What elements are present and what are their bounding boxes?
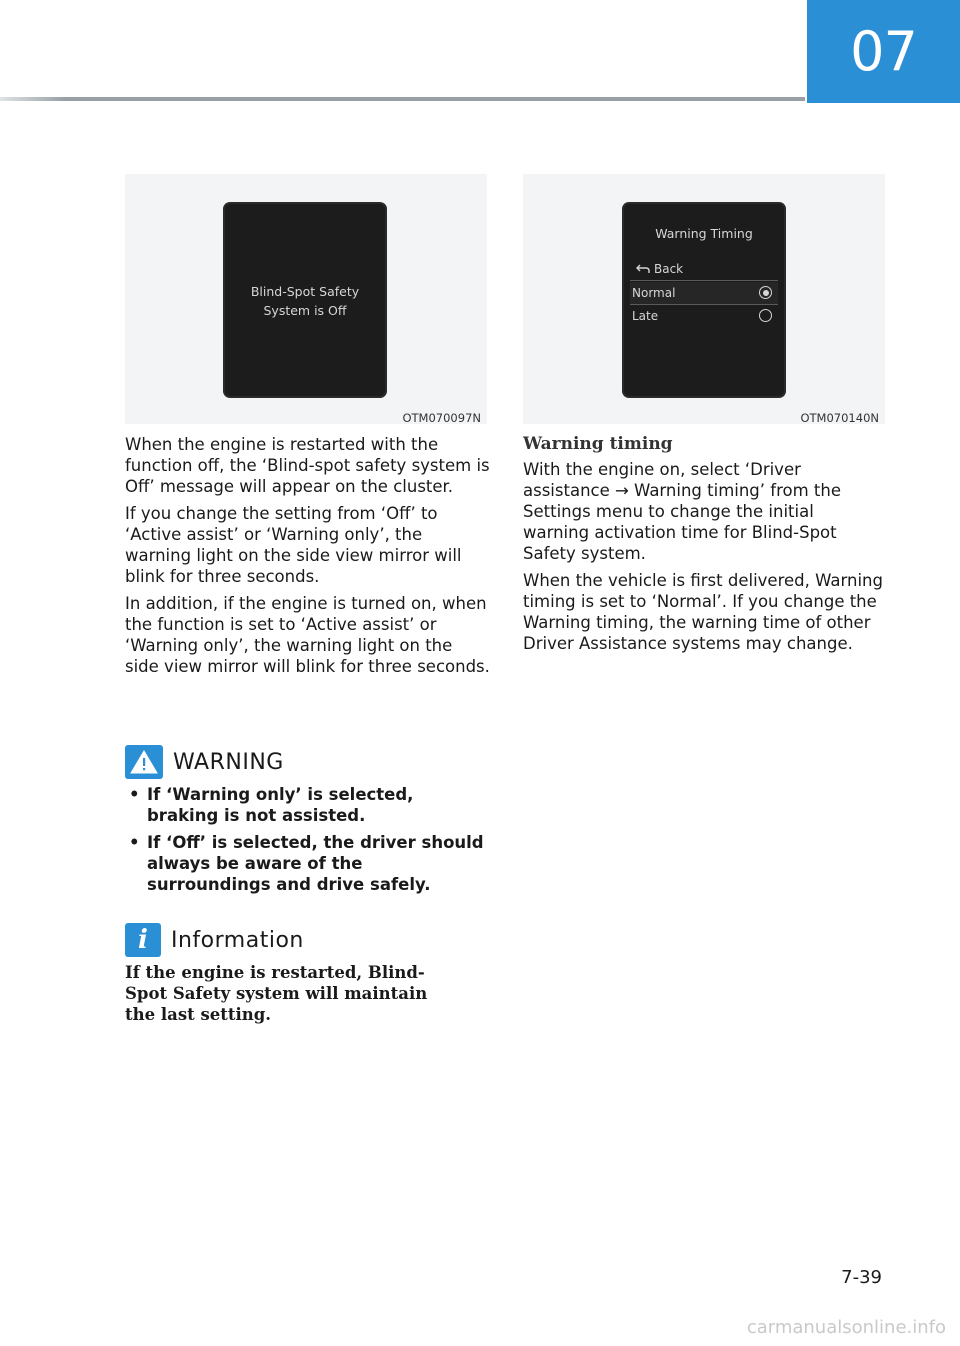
cluster-menu-screen [624,204,784,396]
figure-warning-timing [523,174,885,424]
menu-option-label: Late [632,309,659,323]
information-header [125,923,304,957]
left-column-text [125,434,490,683]
menu-divider [630,280,778,281]
radio-selected-icon [759,286,772,299]
figure-code: OTM070140N [800,411,879,425]
figure-blind-spot-off [125,174,487,424]
menu-back-button [636,262,683,276]
warning-icon [125,745,163,779]
header-rule [0,97,805,101]
page-number: 7-39 [841,1267,882,1288]
warning-item: • If ‘Off’ is selected, the driver should always be aware of the surroundings and drive safely. [125,832,490,895]
warning-triangle-icon [129,749,159,775]
menu-option-label: Normal [632,286,676,300]
paragraph: With the engine on, select ‘Driver assistance → Warning timing’ from the Settings menu to change the initial warning activation time for Blind-Spot Safety system. [523,460,841,563]
paragraph: When the vehicle is first delivered, Warning timing is set to ‘Normal’. If you change the Warning timing, the warning time of other Driver Assistance systems may change. [523,571,883,653]
section-heading: Warning timing [523,434,673,454]
radio-unselected-icon [759,309,772,322]
warning-title: WARNING [173,749,284,775]
warning-list [125,784,490,901]
cluster-screen [225,204,385,396]
information-icon: i [125,923,161,957]
information-title: Information [171,927,304,953]
paragraph: If you change the setting from ‘Off’ to ‘Active assist’ or ‘Warning only’, the warning light on the side view mirror will blink for three seconds. [125,504,462,586]
paragraph: In addition, if the engine is turned on, when the function is set to ‘Active assist’ or ‘Warning only’, the warning light on the side view mirror will blink for three seconds. [125,594,490,676]
menu-title: Warning Timing [655,226,753,241]
watermark: carmanualsonline.info [746,1317,946,1338]
menu-option-normal [630,282,778,304]
back-arrow-icon [636,264,650,274]
figure-code: OTM070097N [402,411,481,425]
warning-header [125,745,284,779]
paragraph: When the engine is restarted with the function off, the ‘Blind-spot safety system is Off’ message will appear on the cluster. [125,435,490,496]
right-column-text [523,434,883,660]
menu-back-label: Back [654,262,684,276]
information-text: If the engine is restarted, Blind-Spot Safety system will maintain the last setting. [125,963,428,1024]
cluster-message: Blind-Spot Safety System is Off [250,284,360,318]
chapter-number: 07 [850,20,917,83]
chapter-tab [807,0,960,103]
menu-option-late [630,305,778,327]
warning-item: • If ‘Warning only’ is selected, braking is not assisted. [125,784,490,826]
